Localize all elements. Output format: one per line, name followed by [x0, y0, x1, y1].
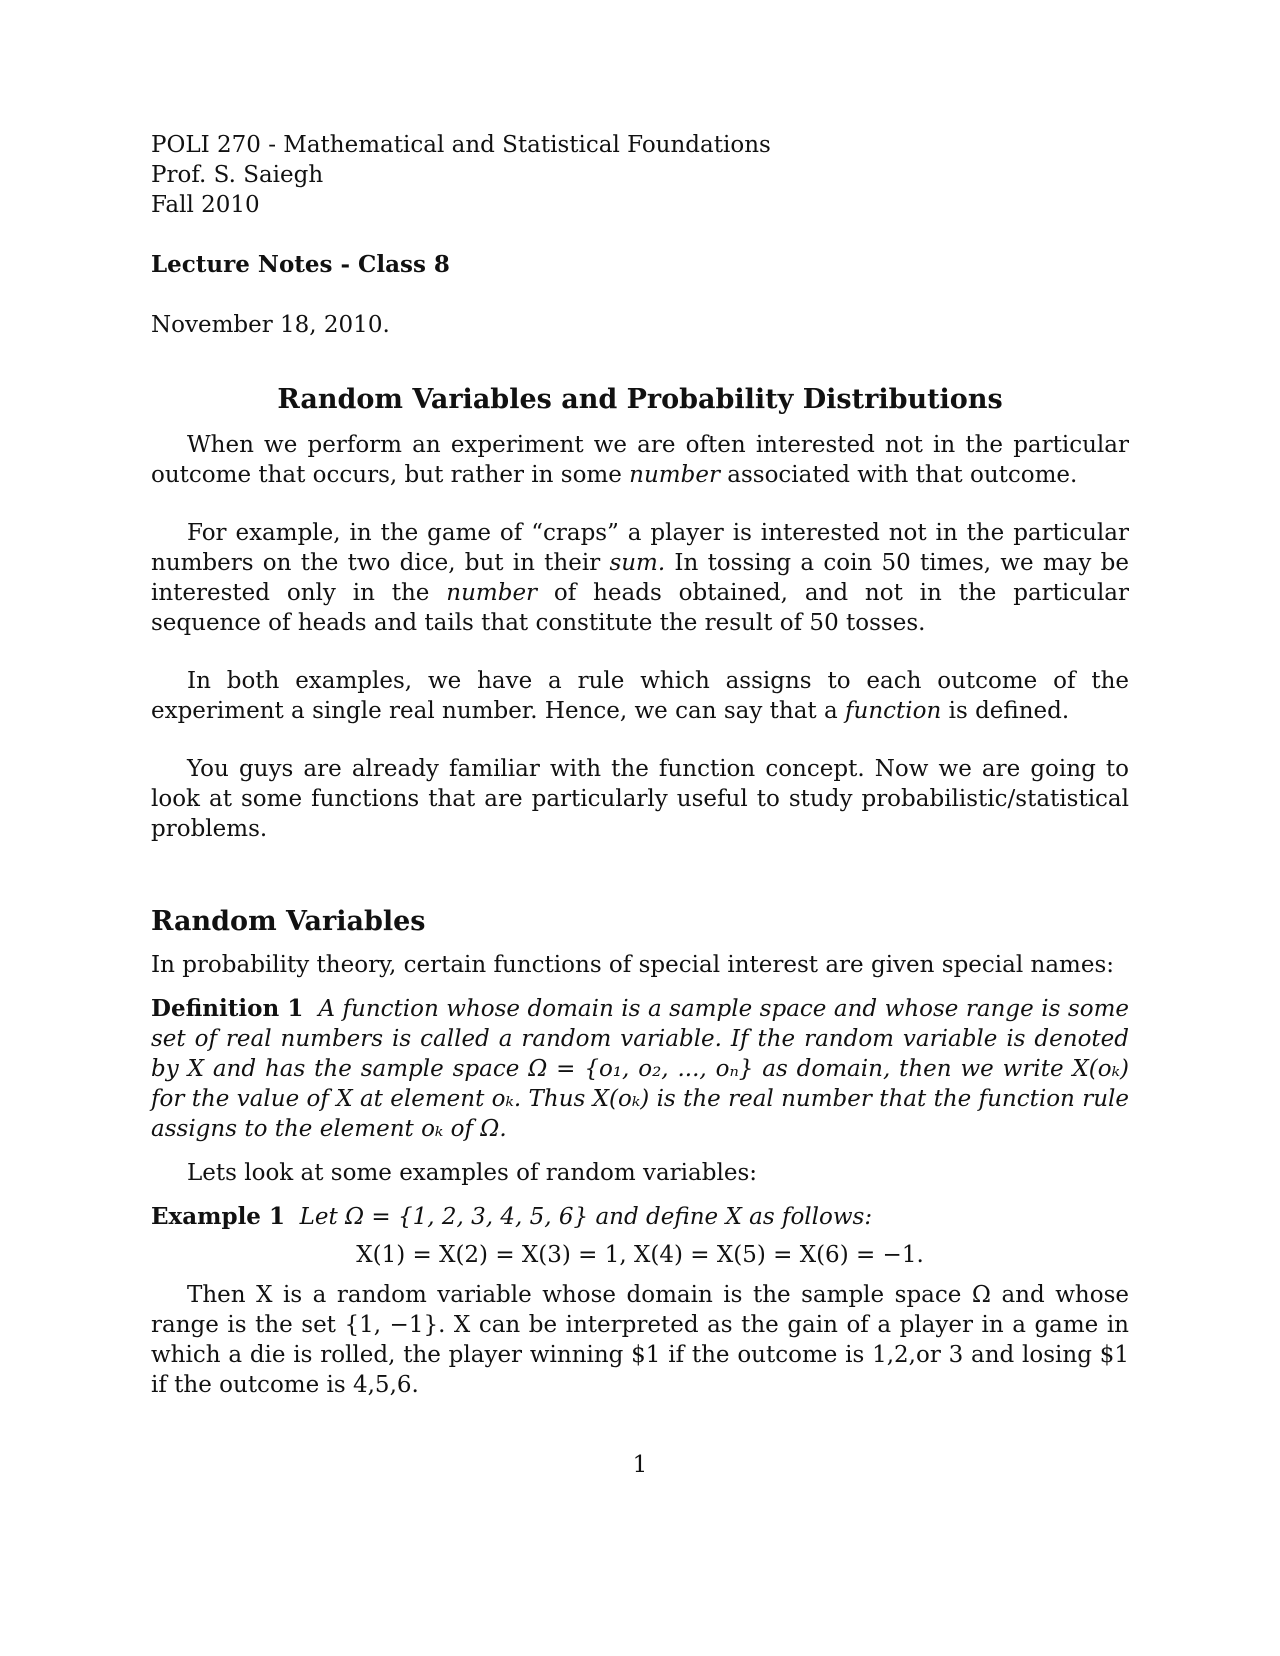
example-1 [151, 1202, 1129, 1232]
lecture-date: November 18, 2010. [151, 312, 390, 338]
course-name: POLI 270 - Mathematical and Statistical Foundations [151, 132, 771, 158]
definition-text: A function whose domain is a sample space and whose range is some set of real numbers is called a random variable. If the random variable is denoted by X and has the sample space Ω = {o₁, o₂, ..., oₙ} as domain, then we write X(oₖ) for the value of X at element oₖ. Thus X(oₖ) is the real number that the function rule assigns to the element oₖ of Ω. [151, 996, 1129, 1142]
document-page [151, 130, 1129, 1400]
definition-label: Definition 1 [151, 995, 304, 1022]
definition-1 [151, 994, 1129, 1144]
intro-paragraph-4: You guys are already familiar with the function concept. Now we are going to look at some functions that are particularly useful to study probabilistic/statistical problems. [151, 756, 1129, 842]
examples-lead-in: Lets look at some examples of random variables: [187, 1160, 757, 1186]
emphasis-number: number [629, 462, 720, 488]
emphasis-number-2: number [446, 580, 538, 606]
page-number: 1 [632, 1452, 648, 1478]
emphasis-sum: sum. [609, 550, 666, 576]
section-title: Random Variables [151, 906, 426, 937]
main-title: Random Variables and Probability Distributions [277, 384, 1003, 415]
term: Fall 2010 [151, 192, 260, 218]
closing-paragraph: Then X is a random variable whose domain is the sample space Ω and whose range is the set {1, −1}. X can be interpreted as the gain of a player in a game in which a die is rolled, the player winning $1 if the outcome is 1,2,or 3 and losing $1 if the outcome is 4,5,6. [151, 1282, 1129, 1398]
intro-paragraph-1: When we perform an experiment we are often interested not in the particular outcome that occurs, but rather in some number associated with that outcome. [151, 432, 1129, 488]
course-header [151, 130, 1129, 220]
example-equation: X(1) = X(2) = X(3) = 1, X(4) = X(5) = X(6) = −1. [356, 1242, 924, 1268]
emphasis-function: function [845, 698, 942, 724]
intro-paragraph-2: For example, in the game of “craps” a player is interested not in the particular numbers on the two dice, but in their sum. In tossing a coin 50 times, we may be interested only in the number of heads obtained, and not in the particular sequence of heads and tails that constitute the result of 50 tosses. [151, 520, 1130, 636]
example-label: Example 1 [151, 1203, 285, 1230]
section-intro: In probability theory, certain functions of special interest are given special names: [151, 952, 1115, 978]
professor-name: Prof. S. Saiegh [151, 162, 324, 188]
intro-paragraph-3: In both examples, we have a rule which assigns to each outcome of the experiment a single real number. Hence, we can say that a function is defined. [151, 668, 1129, 724]
lecture-title: Lecture Notes - Class 8 [151, 251, 450, 278]
example-text: Let Ω = {1, 2, 3, 4, 5, 6} and define X as follows: [299, 1204, 873, 1230]
